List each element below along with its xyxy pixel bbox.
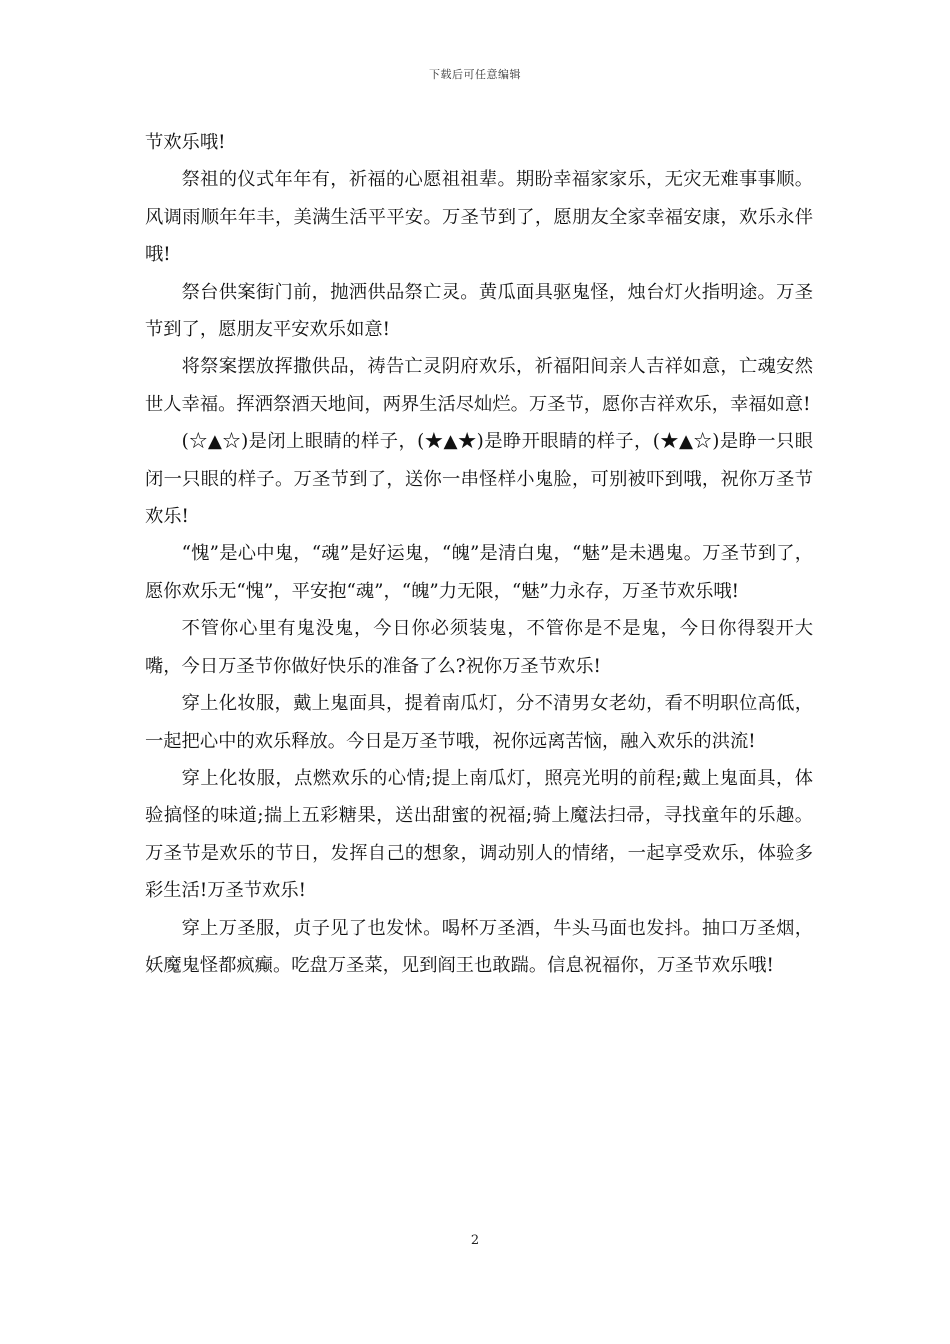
paragraph: 穿上化妆服，戴上鬼面具，提着南瓜灯，分不清男女老幼，看不明职位高低，一起把心中的欢乐释放。今日是万圣节哦，祝你远离苦恼，融入欢乐的洪流! — [145, 693, 813, 752]
paragraph-continued: 节欢乐哦! — [145, 132, 226, 153]
paragraph: 祭祖的仪式年年有，祈福的心愿祖祖辈。期盼幸福家家乐，无灾无难事事顺。风调雨顺年年丰，美满生活平平安。万圣节到了，愿朋友全家幸福安康，欢乐永伴哦! — [145, 169, 813, 266]
paragraph: 将祭案摆放挥撒供品，祷告亡灵阴府欢乐，祈福阳间亲人吉祥如意，亡魂安然世人幸福。挥洒祭酒天地间，两界生活尽灿烂。万圣节，愿你吉祥欢乐，幸福如意! — [145, 356, 813, 415]
paragraph: “愧”是心中鬼，“魂”是好运鬼，“魄”是清白鬼，“魅”是未遇鬼。万圣节到了，愿你欢乐无“愧”，平安抱“魂”，“魄”力无限，“魅”力永存，万圣节欢乐哦! — [145, 543, 813, 602]
paragraph: 祭台供案街门前，抛洒供品祭亡灵。黄瓜面具驱鬼怪，烛台灯火指明途。万圣节到了，愿朋友平安欢乐如意! — [145, 281, 813, 341]
paragraph: 不管你心里有鬼没鬼，今日你必须装鬼，不管你是不是鬼，今日你得裂开大嘴，今日万圣节你做好快乐的准备了么?祝你万圣节欢乐! — [145, 618, 813, 677]
paragraph: (☆▲☆)是闭上眼睛的样子，(★▲★)是睁开眼睛的样子，(★▲☆)是睁一只眼闭一只眼的样子。万圣节到了，送你一串怪样小鬼脸，可别被吓到哦，祝你万圣节欢乐! — [145, 431, 813, 528]
document-body — [145, 124, 813, 984]
paragraph: 穿上化妆服，点燃欢乐的心情;提上南瓜灯，照亮光明的前程;戴上鬼面具，体验搞怪的味道;揣上五彩糖果，送出甜蜜的祝福;骑上魔法扫帚，寻找童年的乐趣。万圣节是欢乐的节日，发挥自己的想象，调动别人的情绪，一起享受欢乐，体验多彩生活!万圣节欢乐! — [145, 767, 813, 902]
page-number: 2 — [470, 1233, 480, 1248]
page-header: 下载后可任意编辑 — [429, 68, 521, 81]
paragraph: 穿上万圣服，贞子见了也发怵。喝杯万圣酒，牛头马面也发抖。抽口万圣烟，妖魔鬼怪都疯癫。吃盘万圣菜，见到阎王也敢踹。信息祝福你，万圣节欢乐哦! — [145, 917, 813, 976]
